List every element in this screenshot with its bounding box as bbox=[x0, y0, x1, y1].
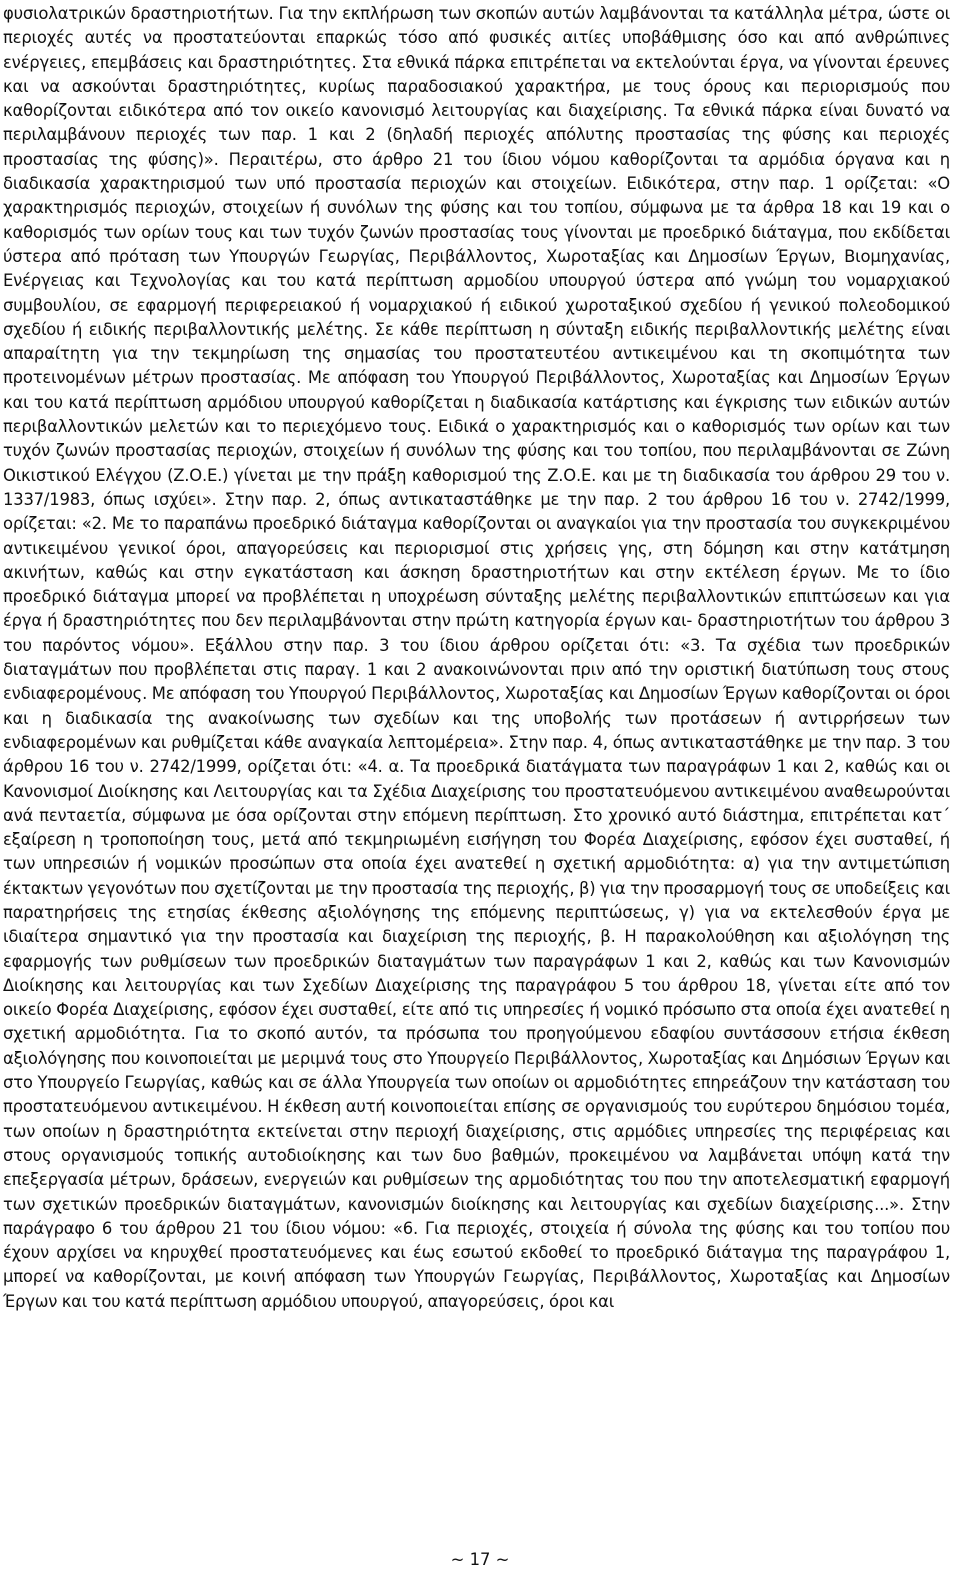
page-number: ~ 17 ~ bbox=[450, 1550, 510, 1569]
body-text-block bbox=[3, 2, 950, 1314]
body-paragraph: φυσιολατρικών δραστηριοτήτων. Για την εκπλήρωση των σκοπών αυτών λαμβάνονται τα κατάλληλα μέτρα, ώστε οι περιοχές αυτές να προστατεύονται επαρκώς τόσο από φυσικές αιτίες υποβάθμισης όσο και από ανθρώπινες ενέργειες, επεμβάσεις και δραστηριότητες. Στα εθνικά πάρκα επιτρέπεται να εκτελούνται έργα, να γίνονται έρευνες και να ασκούνται δραστηριότητες, κυρίως παραδοσιακού χαρακτήρα, με τους όρους και περιορισμούς που καθορίζονται ειδικότερα από τον οικείο κανονισμό λειτουργίας και διαχείρισης. Τα εθνικά πάρκα είναι δυνατό να περιλαμβάνουν περιοχές των παρ. 1 και 2 (δηλαδή περιοχές απόλυτης προστασίας της φύσης και περιοχές προστασίας της φύσης)». Περαιτέρω, στο άρθρο 21 του ίδιου νόμου καθορίζονται τα αρμόδια όργανα και η διαδικασία χαρακτηρισμού των υπό προστασία περιοχών και στοιχείων. Ειδικότερα, στην παρ. 1 ορίζεται: «Ο χαρακτηρισμός περιοχών, στοιχείων ή συνόλων της φύσης και του τοπίου, σύμφωνα με τα άρθρα 18 και 19 και ο καθορισμός των ορίων τους και των τυχόν ζωνών προστασίας τους γίνονται με προεδρικό διάταγμα, που εκδίδεται ύστερα από πρόταση των Υπουργών Γεωργίας, Περιβάλλοντος, Χωροταξίας και Δημοσίων Έργων, Βιομηχανίας, Ενέργειας και Τεχνολογίας και του κατά περίπτωση αρμοδίου υπουργού ύστερα από γνώμη του νομαρχιακού συμβουλίου, σε εφαρμογή περιφερειακού ή νομαρχιακού ή ειδικού χωροταξικού σχεδίου ή γενικού πολεοδομικού σχεδίου ή ειδικής περιβαλλοντικής μελέτης. Σε κάθε περίπτωση η σύνταξη ειδικής περιβαλλοντικής μελέτης είναι απαραίτητη για την τεκμηρίωση της σημασίας του προστατευτέου αντικειμένου και τη σκοπιμότητα των προτεινομένων μέτρων προστασίας. Με απόφαση του Υπουργού Περιβάλλοντος, Χωροταξίας και Δημοσίων Έργων και του κατά περίπτωση αρμόδιου υπουργού καθορίζεται η διαδικασία κατάρτισης και έγκρισης των ειδικών αυτών περιβαλλοντικών μελετών και το περιεχόμενο τους. Ειδικά ο χαρακτηρισμός και ο καθορισμός των ορίων και των τυχόν ζωνών προστασίας περιοχών, στοιχείων ή συνόλων της φύσης και του τοπίου, που περιλαμβάνονται σε Ζώνη Οικιστικού Ελέγχου (Ζ.Ο.Ε.) γίνεται με την πράξη καθορισμού της Ζ.Ο.Ε. και με τη διαδικασία του άρθρου 29 του ν. 1337/1983, όπως ισχύει». Στην παρ. 2, όπως αντικαταστάθηκε με την παρ. 2 του άρθρου 16 του ν. 2742/1999, ορίζεται: «2. Με το παραπάνω προεδρικό διάταγμα καθορίζονται οι αναγκαίοι για την προστασία του συγκεκριμένου αντικειμένου γενικοί όροι, απαγορεύσεις και περιορισμοί στις χρήσεις γης, στη δόμηση και στην κατάτμηση ακινήτων, καθώς και στην εγκατάσταση και άσκηση δραστηριοτήτων και στην εκτέλεση έργων. Με το ίδιο προεδρικό διάταγμα μπορεί να προβλέπεται η υποχρέωση σύνταξης μελέτης περιβαλλοντικών επιπτώσεων και για έργα ή δραστηριότητες που δεν περιλαμβάνονται στην πρώτη κατηγορία έργων και- δραστηριοτήτων του άρθρου 3 του παρόντος νόμου». Εξάλλου στην παρ. 3 του ίδιου άρθρου ορίζεται ότι: «3. Τα σχέδια των προεδρικών διαταγμάτων που προβλέπεται στις παραγ. 1 και 2 ανακοινώνονται πριν από την οριστική διατύπωση τους στους ενδιαφερομένους. Με απόφαση του Υπουργού Περιβάλλοντος, Χωροταξίας και Δημοσίων Έργων καθορίζονται οι όροι και η διαδικασία της ανακοίνωσης των σχεδίων και της υποβολής των προτάσεων ή αντιρρήσεων των ενδιαφερομένων και ρυθμίζεται κάθε αναγκαία λεπτομέρεια». Στην παρ. 4, όπως αντικαταστάθηκε με την παρ. 3 του άρθρου 16 του ν. 2742/1999, ορίζεται ότι: «4. α. Τα προεδρικά διατάγματα των παραγράφων 1 και 2, καθώς και οι Κανονισμοί Διοίκησης και Λειτουργίας και τα Σχέδια Διαχείρισης του προστατευόμενου αντικειμένου αναθεωρούνται ανά πενταετία, σύμφωνα με όσα ορίζονται στην επόμενη περίπτωση. Στο χρονικό αυτό διάστημα, επιτρέπεται κατ΄ εξαίρεση η τροποποίηση τους, μετά από τεκμηριωμένη εισήγηση του Φορέα Διαχείρισης, εφόσον έχει συσταθεί, ή των υπηρεσιών ή νομικών προσώπων στα οποία έχει ανατεθεί η σχετική αρμοδιότητα: α) για την αντιμετώπιση έκτακτων γεγονότων που σχετίζονται με την προστασία της περιοχής, β) για την προσαρμογή τους σε υποδείξεις και παρατηρήσεις της ετησίας έκθεσης αξιολόγησης της επόμενης περιπτώσεως, γ) για να εκτελεσθούν έργα με ιδιαίτερα σημαντικό για την προστασία και διαχείριση της περιοχής, β. Η παρακολούθηση και αξιολόγηση της εφαρμογής των ρυθμίσεων των προεδρικών διαταγμάτων των παραγράφων 1 και 2, καθώς και των Κανονισμών Διοίκησης και λειτουργίας και των Σχεδίων Διαχείρισης της παραγράφου 5 του άρθρου 18, γίνεται είτε από τον οικείο Φορέα Διαχείρισης, εφόσον έχει συσταθεί, είτε από τις υπηρεσίες ή νομικό πρόσωπο στα οποία έχει ανατεθεί η σχετική αρμοδιότητα. Για το σκοπό αυτόν, τα πρόσωπα του προηγούμενου εδαφίου συντάσσουν ετήσια έκθεση αξιολόγησης που κοινοποιείται με μεριμνά τους στο Υπουργείο Περιβάλλοντος, Χωροταξίας και Δημόσιων Έργων και στο Υπουργείο Γεωργίας, καθώς και σε άλλα Υπουργεία των οποίων οι αρμοδιότητες επηρεάζουν την κατάσταση του προστατευόμενου αντικειμένου. Η έκθεση αυτή κοινοποιείται επίσης σε οργανισμούς του ευρύτερου δημόσιου τομέα, των οποίων η δραστηριότητα εκτείνεται στην περιοχή διαχείρισης, στις αρμόδιες υπηρεσίες της περιφέρειας και στους οργανισμούς τοπικής αυτοδιοίκησης και των δυο βαθμών, προκειμένου να λαμβάνεται υπόψη κατά την επεξεργασία μέτρων, δράσεων, ενεργειών και ρυθμίσεων της αρμοδιότητας του που την αποτελεσματική εφαρμογή των σχετικών προεδρικών διαταγμάτων, κανονισμών διοίκησης και λειτουργίας και σχεδίων διαχείρισης...». Στην παράγραφο 6 του άρθρου 21 του ίδιου νόμου: «6. Για περιοχές, στοιχεία ή σύνολα της φύσης και του τοπίου που έχουν αρχίσει να κηρυχθεί προστατευόμενες και έως εσωτού εκδοθεί το προεδρικό διάταγμα της παραγράφου 1, μπορεί να καθορίζονται, με κοινή απόφαση των Υπουργών Γεωργίας, Περιβάλλοντος, Χωροταξίας και Δημοσίων Έργων και του κατά περίπτωση αρμόδιου υπουργού, απαγορεύσεις, όροι και bbox=[3, 4, 950, 1311]
